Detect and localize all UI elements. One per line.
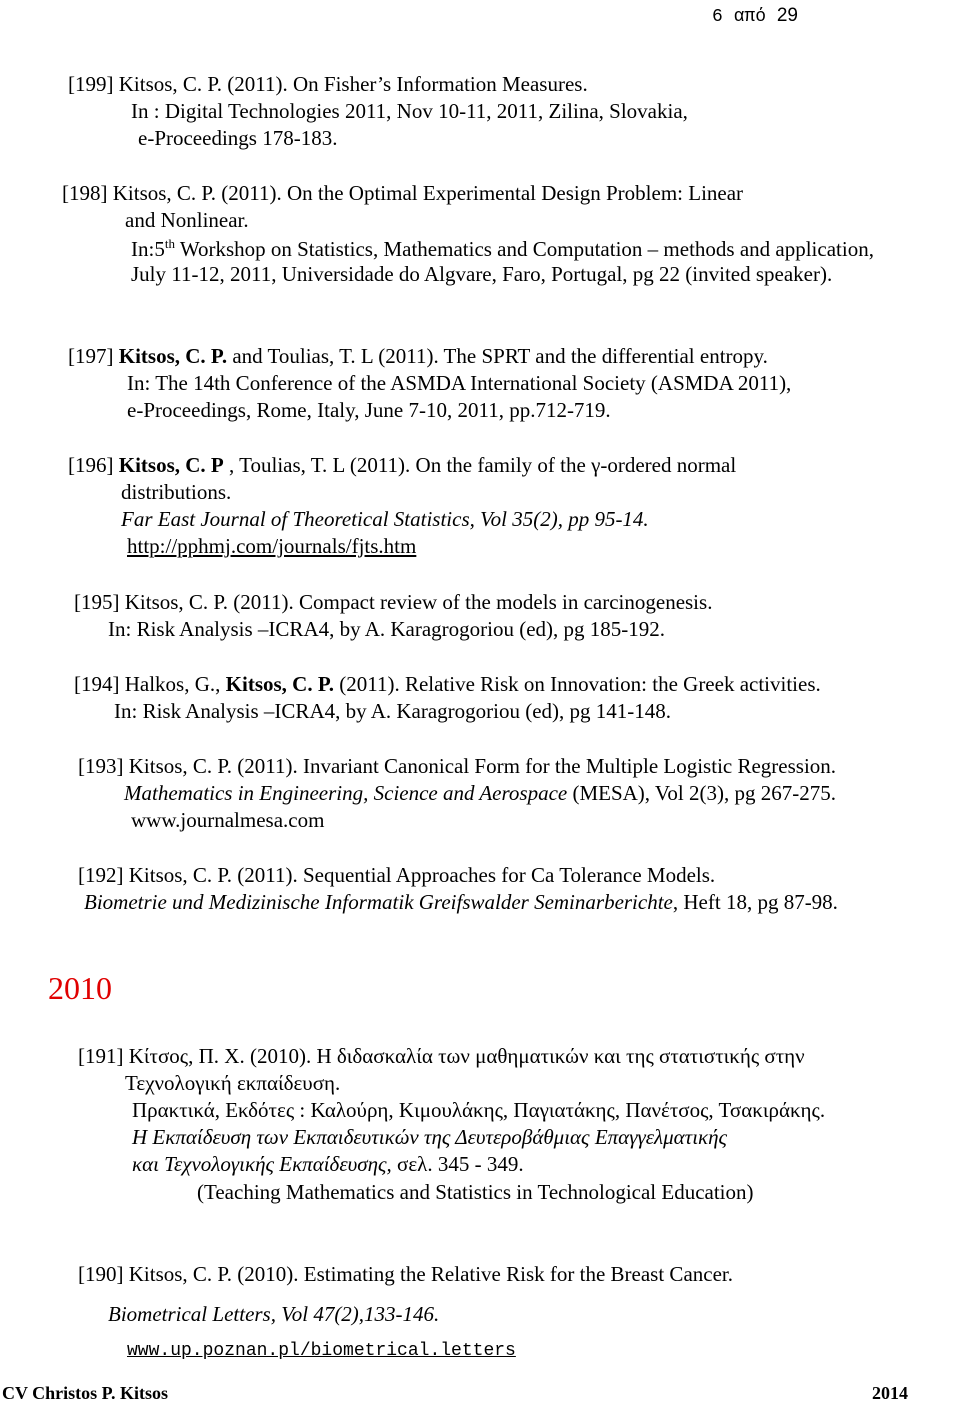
- ref-191-line2: Τεχνολογική εκπαίδευση.: [125, 1071, 341, 1095]
- ref-192-journal: Biometrie und Medizinische Informatik Greifswalder Seminarberichte: [84, 890, 673, 914]
- year-heading-2010: 2010: [48, 970, 112, 1006]
- ref-191-line5-rest: σελ. 345 - 349.: [391, 1152, 524, 1176]
- ref-198-line4: July 11-12, 2011, Universidade do Algvare, Faro, Portugal, pg 22 (invited speaker).: [131, 262, 833, 286]
- ref-197-line2: In: The 14th Conference of the ASMDA International Society (ASMDA 2011),: [127, 371, 792, 395]
- ref-196-line2: distributions.: [121, 480, 232, 504]
- ref-194-line2: In: Risk Analysis –ICRA4, by A. Karagrogoriou (ed), pg 141-148.: [114, 699, 672, 723]
- ref-190-line1: [190] Kitsos, C. P. (2010). Estimating the Relative Risk for the Breast Cancer.: [78, 1262, 733, 1286]
- ref-199-line2: In : Digital Technologies 2011, Nov 10-11, 2011, Zilina, Slovakia,: [131, 99, 688, 123]
- ref-193-link[interactable]: www.journalmesa.com: [131, 808, 325, 832]
- ref-194-line1: [74, 674, 821, 695]
- ref-193-line1: [193] Kitsos, C. P. (2011). Invariant Canonical Form for the Multiple Logistic Regression.: [78, 754, 837, 778]
- ref-198-line3: [131, 237, 874, 260]
- footer-cv-label: CV Christos P. Kitsos: [2, 1383, 169, 1403]
- ref-193-journal: Mathematics in Engineering, Science and Aerospace: [124, 781, 568, 805]
- ref-199-line1: [199] Kitsos, C. P. (2011). On Fisher’s Information Measures.: [68, 72, 588, 96]
- ref-191-line3: Πρακτικά, Εκδότες : Καλούρη, Κιμουλάκης, Παγιατάκης, Πανέτσος, Τσακιράκης.: [132, 1098, 826, 1122]
- ref-191-line6: (Teaching Mathematics and Statistics in Technological Education): [197, 1180, 754, 1204]
- ref-197-authors: Kitsos, C. P.: [118, 344, 228, 368]
- ref-192-line1: [192] Kitsos, C. P. (2011). Sequential Approaches for Ca Tolerance Models.: [78, 863, 716, 887]
- ref-191-line5: [132, 1154, 524, 1175]
- ref-197-title: and Toulias, T. L (2011). The SPRT and the differential entropy.: [227, 344, 768, 368]
- ref-194-number: [194] Halkos, G.,: [74, 672, 226, 696]
- ref-191-line5-italic: και Τεχνολογικής Εκπαίδευσης,: [132, 1152, 392, 1176]
- ref-193-journal-rest: (MESA), Vol 2(3), pg 267-275.: [567, 781, 836, 805]
- footer-year: 2014: [872, 1383, 908, 1403]
- ref-198-line2: and Nonlinear.: [125, 208, 249, 232]
- ref-198-line3-rest: Workshop on Statistics, Mathematics and Computation – methods and application,: [174, 237, 874, 261]
- ref-191-line4: Η Εκπαίδευση των Εκπαιδευτικών της Δευτεροβάθμιας Επαγγελματικής: [132, 1125, 728, 1149]
- ref-197-line3: e-Proceedings, Rome, Italy, June 7-10, 2011, pp.712-719.: [127, 398, 611, 422]
- ref-197-line1: [68, 346, 768, 367]
- ref-194-authors: Kitsos, C. P.: [225, 672, 334, 696]
- ref-196-number: [196]: [68, 453, 119, 477]
- ref-192-line2: [84, 892, 838, 913]
- ref-195-line2: In: Risk Analysis –ICRA4, by A. Karagrogoriou (ed), pg 185-192.: [108, 617, 666, 641]
- ref-192-journal-rest: , Heft 18, pg 87-98.: [672, 890, 838, 914]
- ref-196-authors: Kitsos, C. P: [118, 453, 224, 477]
- ref-193-line2: [124, 783, 836, 804]
- ref-196-line1: [68, 455, 736, 476]
- ref-196-link[interactable]: http://pphmj.com/journals/fjts.htm: [127, 534, 417, 558]
- ref-190-link[interactable]: www.up.poznan.pl/biometrical.letters: [127, 1341, 516, 1361]
- ref-195-line1: [195] Kitsos, C. P. (2011). Compact review of the models in carcinogenesis.: [74, 590, 713, 614]
- ref-199-line3: e-Proceedings 178-183.: [138, 126, 338, 150]
- page-prefix: 6 από: [712, 7, 767, 27]
- ref-194-title: (2011). Relative Risk on Innovation: the Greek activities.: [333, 672, 821, 696]
- page-indicator: [712, 6, 798, 26]
- ref-196-journal: Far East Journal of Theoretical Statistics, Vol 35(2), pp 95-14.: [121, 507, 649, 531]
- ref-198-superscript: th: [164, 236, 175, 251]
- ref-196-title: , Toulias, T. L (2011). On the family of the γ-ordered normal: [223, 453, 737, 477]
- ref-197-number: [197]: [68, 344, 119, 368]
- ref-198-line1: [198] Kitsos, C. P. (2011). On the Optimal Experimental Design Problem: Linear: [62, 181, 744, 205]
- ref-191-line1: [191] Κίτσος, Π. Χ. (2010). Η διδασκαλία των μαθηματικών και της στατιστικής στην: [78, 1044, 805, 1068]
- ref-190-journal: Biometrical Letters, Vol 47(2),133-146.: [108, 1302, 440, 1326]
- page-total: 29: [776, 5, 798, 26]
- ref-198-line3-prefix: In:5: [131, 237, 165, 261]
